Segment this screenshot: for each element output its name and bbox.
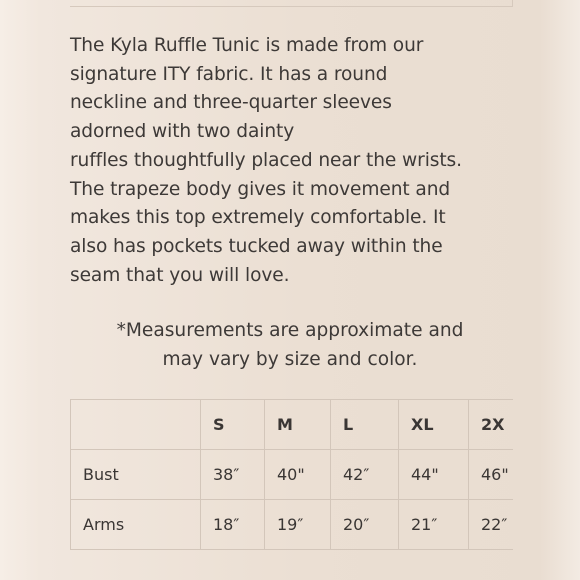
row-label-arms: Arms [71, 500, 201, 550]
size-header-xl: XL [399, 400, 469, 450]
size-header-l: L [331, 400, 399, 450]
arms-s: 18″ [201, 500, 265, 550]
product-description: The Kyla Ruffle Tunic is made from our signature ITY fabric. It has a round neckline and three-quarter sleeves adorned with two dainty ruffles thoughtfully placed near the wrists. The trapeze body gives it movement and makes this top extremely comfortable. It also has pockets tucked away within the seam that you will love. [70, 35, 462, 286]
arms-xl: 21″ [399, 500, 469, 550]
bust-l: 42″ [331, 450, 399, 500]
bust-m: 40" [265, 450, 331, 500]
table-row-arms [71, 500, 513, 550]
bust-2x: 46" [469, 450, 513, 500]
size-chart-table [70, 399, 513, 550]
size-header-s: S [201, 400, 265, 450]
arms-m: 19″ [265, 500, 331, 550]
measurement-note: *Measurements are approximate and may vary by size and color. [116, 320, 464, 370]
bust-s: 38″ [201, 450, 265, 500]
right-divider [512, 0, 513, 7]
table-row-bust [71, 450, 513, 500]
bust-xl: 44" [399, 450, 469, 500]
size-header-m: M [265, 400, 331, 450]
size-header-empty [71, 400, 201, 450]
size-header-row [71, 400, 513, 450]
size-header-2x: 2X [469, 400, 513, 450]
top-divider [70, 6, 512, 7]
row-label-bust: Bust [71, 450, 201, 500]
arms-2x: 22″ [469, 500, 513, 550]
arms-l: 20″ [331, 500, 399, 550]
